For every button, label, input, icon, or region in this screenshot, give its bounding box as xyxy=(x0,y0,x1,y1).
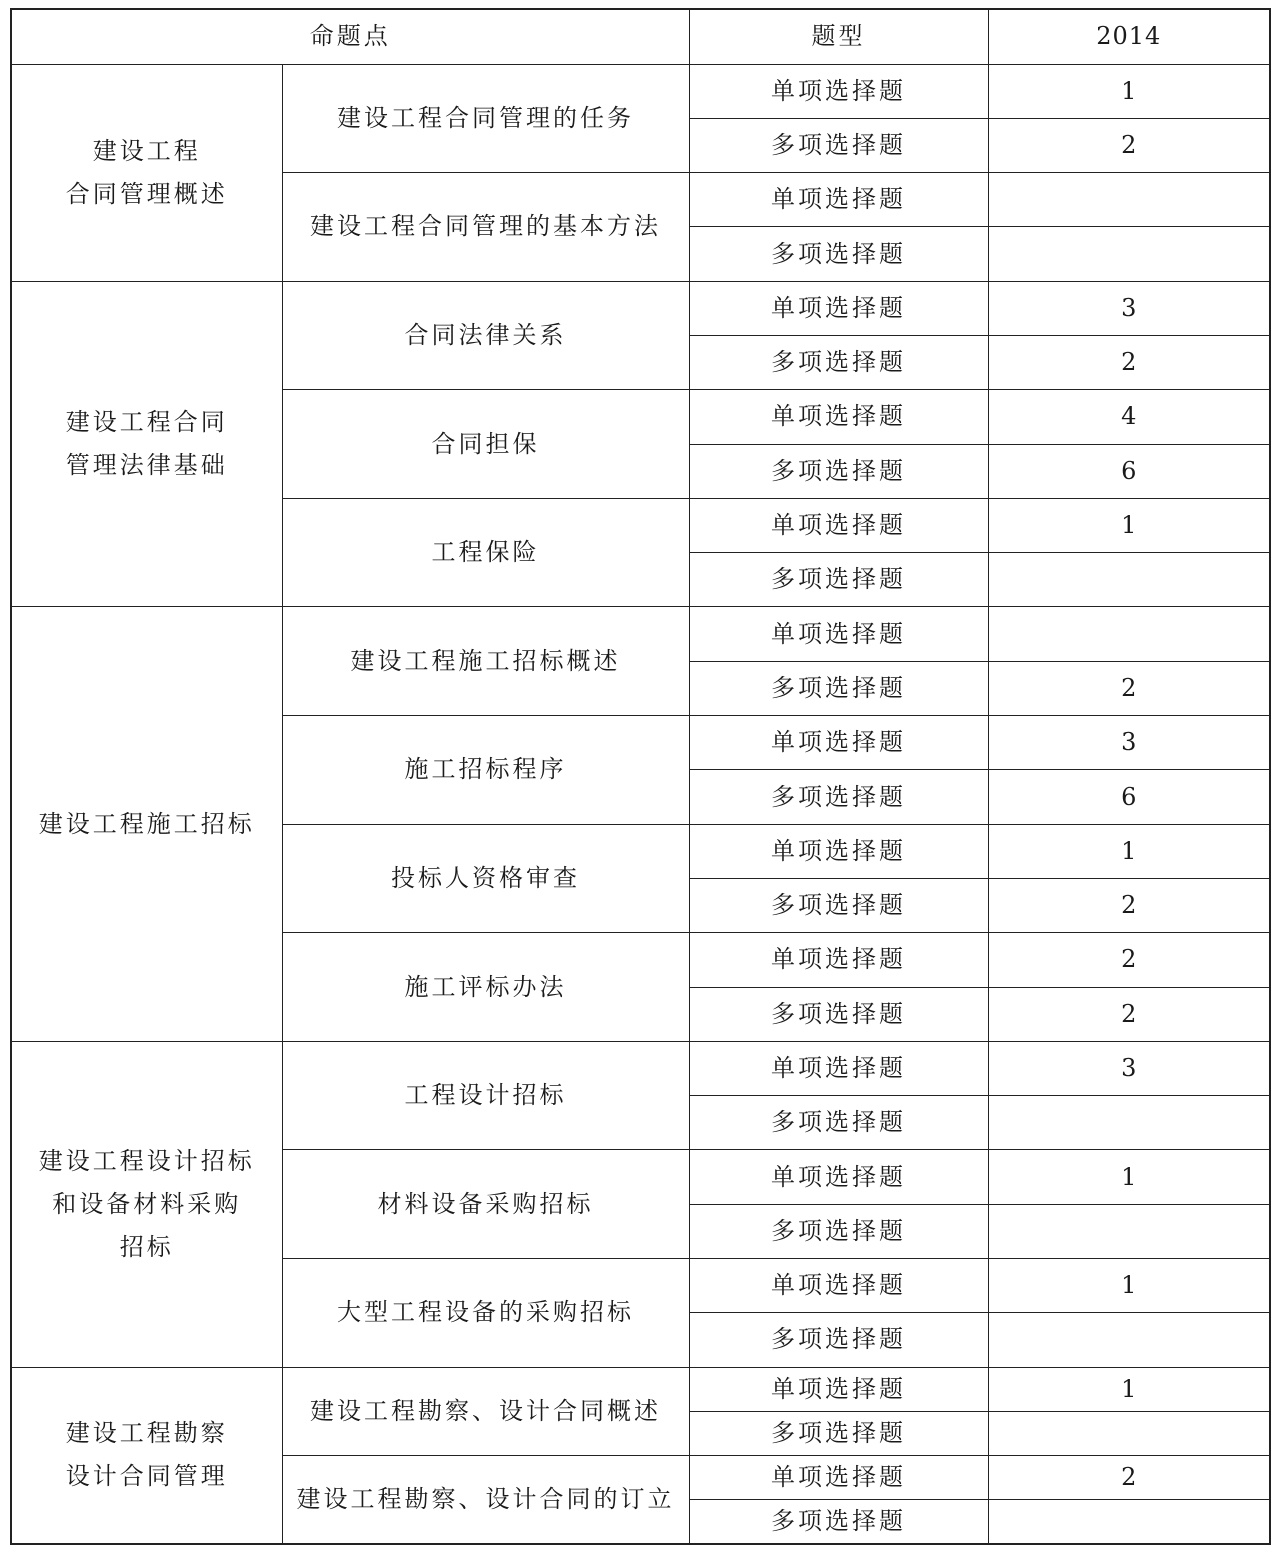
header-type: 题型 xyxy=(689,9,988,64)
question-type-cell: 多项选择题 xyxy=(689,1096,988,1150)
question-count-cell: 1 xyxy=(988,1367,1270,1411)
question-type-cell: 多项选择题 xyxy=(689,987,988,1041)
question-count-cell xyxy=(988,553,1270,607)
chapter-cell: 建设工程勘察 设计合同管理 xyxy=(11,1367,282,1544)
topic-cell: 工程保险 xyxy=(282,498,689,607)
question-count-cell xyxy=(988,1411,1270,1455)
question-count-cell: 6 xyxy=(988,444,1270,498)
question-type-cell: 单项选择题 xyxy=(689,173,988,227)
header-year: 2014 xyxy=(988,9,1270,64)
question-count-cell xyxy=(988,1204,1270,1258)
question-count-cell: 1 xyxy=(988,64,1270,118)
topic-cell: 建设工程勘察、设计合同概述 xyxy=(282,1367,689,1455)
question-count-cell xyxy=(988,1096,1270,1150)
question-type-cell: 单项选择题 xyxy=(689,933,988,987)
question-count-cell: 2 xyxy=(988,987,1270,1041)
question-count-cell: 3 xyxy=(988,1041,1270,1095)
question-type-cell: 单项选择题 xyxy=(689,1150,988,1204)
question-count-cell: 2 xyxy=(988,878,1270,932)
topic-cell: 建设工程合同管理的任务 xyxy=(282,64,689,173)
question-type-cell: 单项选择题 xyxy=(689,281,988,335)
question-count-cell xyxy=(988,1499,1270,1544)
question-type-cell: 多项选择题 xyxy=(689,553,988,607)
question-type-cell: 多项选择题 xyxy=(689,1204,988,1258)
question-count-cell xyxy=(988,1313,1270,1367)
question-type-cell: 单项选择题 xyxy=(689,824,988,878)
question-count-cell: 1 xyxy=(988,824,1270,878)
question-type-cell: 单项选择题 xyxy=(689,716,988,770)
question-type-cell: 单项选择题 xyxy=(689,1367,988,1411)
table-row xyxy=(11,1041,1270,1095)
question-count-cell: 1 xyxy=(988,1150,1270,1204)
chapter-cell: 建设工程合同 管理法律基础 xyxy=(11,281,282,607)
topic-cell: 施工评标办法 xyxy=(282,933,689,1042)
table-row xyxy=(11,1367,1270,1411)
question-count-cell: 3 xyxy=(988,281,1270,335)
question-count-cell xyxy=(988,607,1270,661)
question-type-cell: 单项选择题 xyxy=(689,64,988,118)
question-count-cell: 2 xyxy=(988,933,1270,987)
chapter-cell: 建设工程 合同管理概述 xyxy=(11,64,282,281)
question-type-cell: 单项选择题 xyxy=(689,1455,988,1499)
question-type-cell: 多项选择题 xyxy=(689,878,988,932)
topic-cell: 合同法律关系 xyxy=(282,281,689,390)
question-type-cell: 单项选择题 xyxy=(689,390,988,444)
table-row xyxy=(11,281,1270,335)
question-type-cell: 多项选择题 xyxy=(689,1499,988,1544)
question-type-cell: 多项选择题 xyxy=(689,118,988,172)
question-count-cell: 2 xyxy=(988,661,1270,715)
question-type-cell: 多项选择题 xyxy=(689,770,988,824)
table-row xyxy=(11,607,1270,661)
chapter-cell: 建设工程设计招标 和设备材料采购 招标 xyxy=(11,1041,282,1367)
question-type-cell: 多项选择题 xyxy=(689,444,988,498)
topic-cell: 建设工程勘察、设计合同的订立 xyxy=(282,1455,689,1544)
table-body xyxy=(11,64,1270,1544)
table-row xyxy=(11,64,1270,118)
question-type-cell: 单项选择题 xyxy=(689,498,988,552)
chapter-cell: 建设工程施工招标 xyxy=(11,607,282,1041)
question-count-cell: 6 xyxy=(988,770,1270,824)
topic-cell: 建设工程合同管理的基本方法 xyxy=(282,173,689,282)
question-count-cell: 1 xyxy=(988,498,1270,552)
topic-cell: 合同担保 xyxy=(282,390,689,499)
question-type-cell: 多项选择题 xyxy=(689,1411,988,1455)
exam-topic-table xyxy=(10,8,1271,1545)
header-row xyxy=(11,9,1270,64)
question-count-cell: 3 xyxy=(988,716,1270,770)
topic-cell: 工程设计招标 xyxy=(282,1041,689,1150)
question-type-cell: 多项选择题 xyxy=(689,335,988,389)
question-type-cell: 多项选择题 xyxy=(689,1313,988,1367)
question-count-cell: 2 xyxy=(988,335,1270,389)
topic-cell: 材料设备采购招标 xyxy=(282,1150,689,1259)
question-count-cell: 4 xyxy=(988,390,1270,444)
topic-cell: 大型工程设备的采购招标 xyxy=(282,1259,689,1368)
topic-cell: 建设工程施工招标概述 xyxy=(282,607,689,716)
question-count-cell: 2 xyxy=(988,118,1270,172)
question-count-cell xyxy=(988,227,1270,281)
question-type-cell: 单项选择题 xyxy=(689,1259,988,1313)
question-type-cell: 多项选择题 xyxy=(689,661,988,715)
question-type-cell: 多项选择题 xyxy=(689,227,988,281)
question-count-cell: 2 xyxy=(988,1455,1270,1499)
topic-cell: 施工招标程序 xyxy=(282,716,689,825)
question-count-cell xyxy=(988,173,1270,227)
question-type-cell: 单项选择题 xyxy=(689,607,988,661)
question-type-cell: 单项选择题 xyxy=(689,1041,988,1095)
topic-cell: 投标人资格审查 xyxy=(282,824,689,933)
question-count-cell: 1 xyxy=(988,1259,1270,1313)
header-topic: 命题点 xyxy=(11,9,689,64)
